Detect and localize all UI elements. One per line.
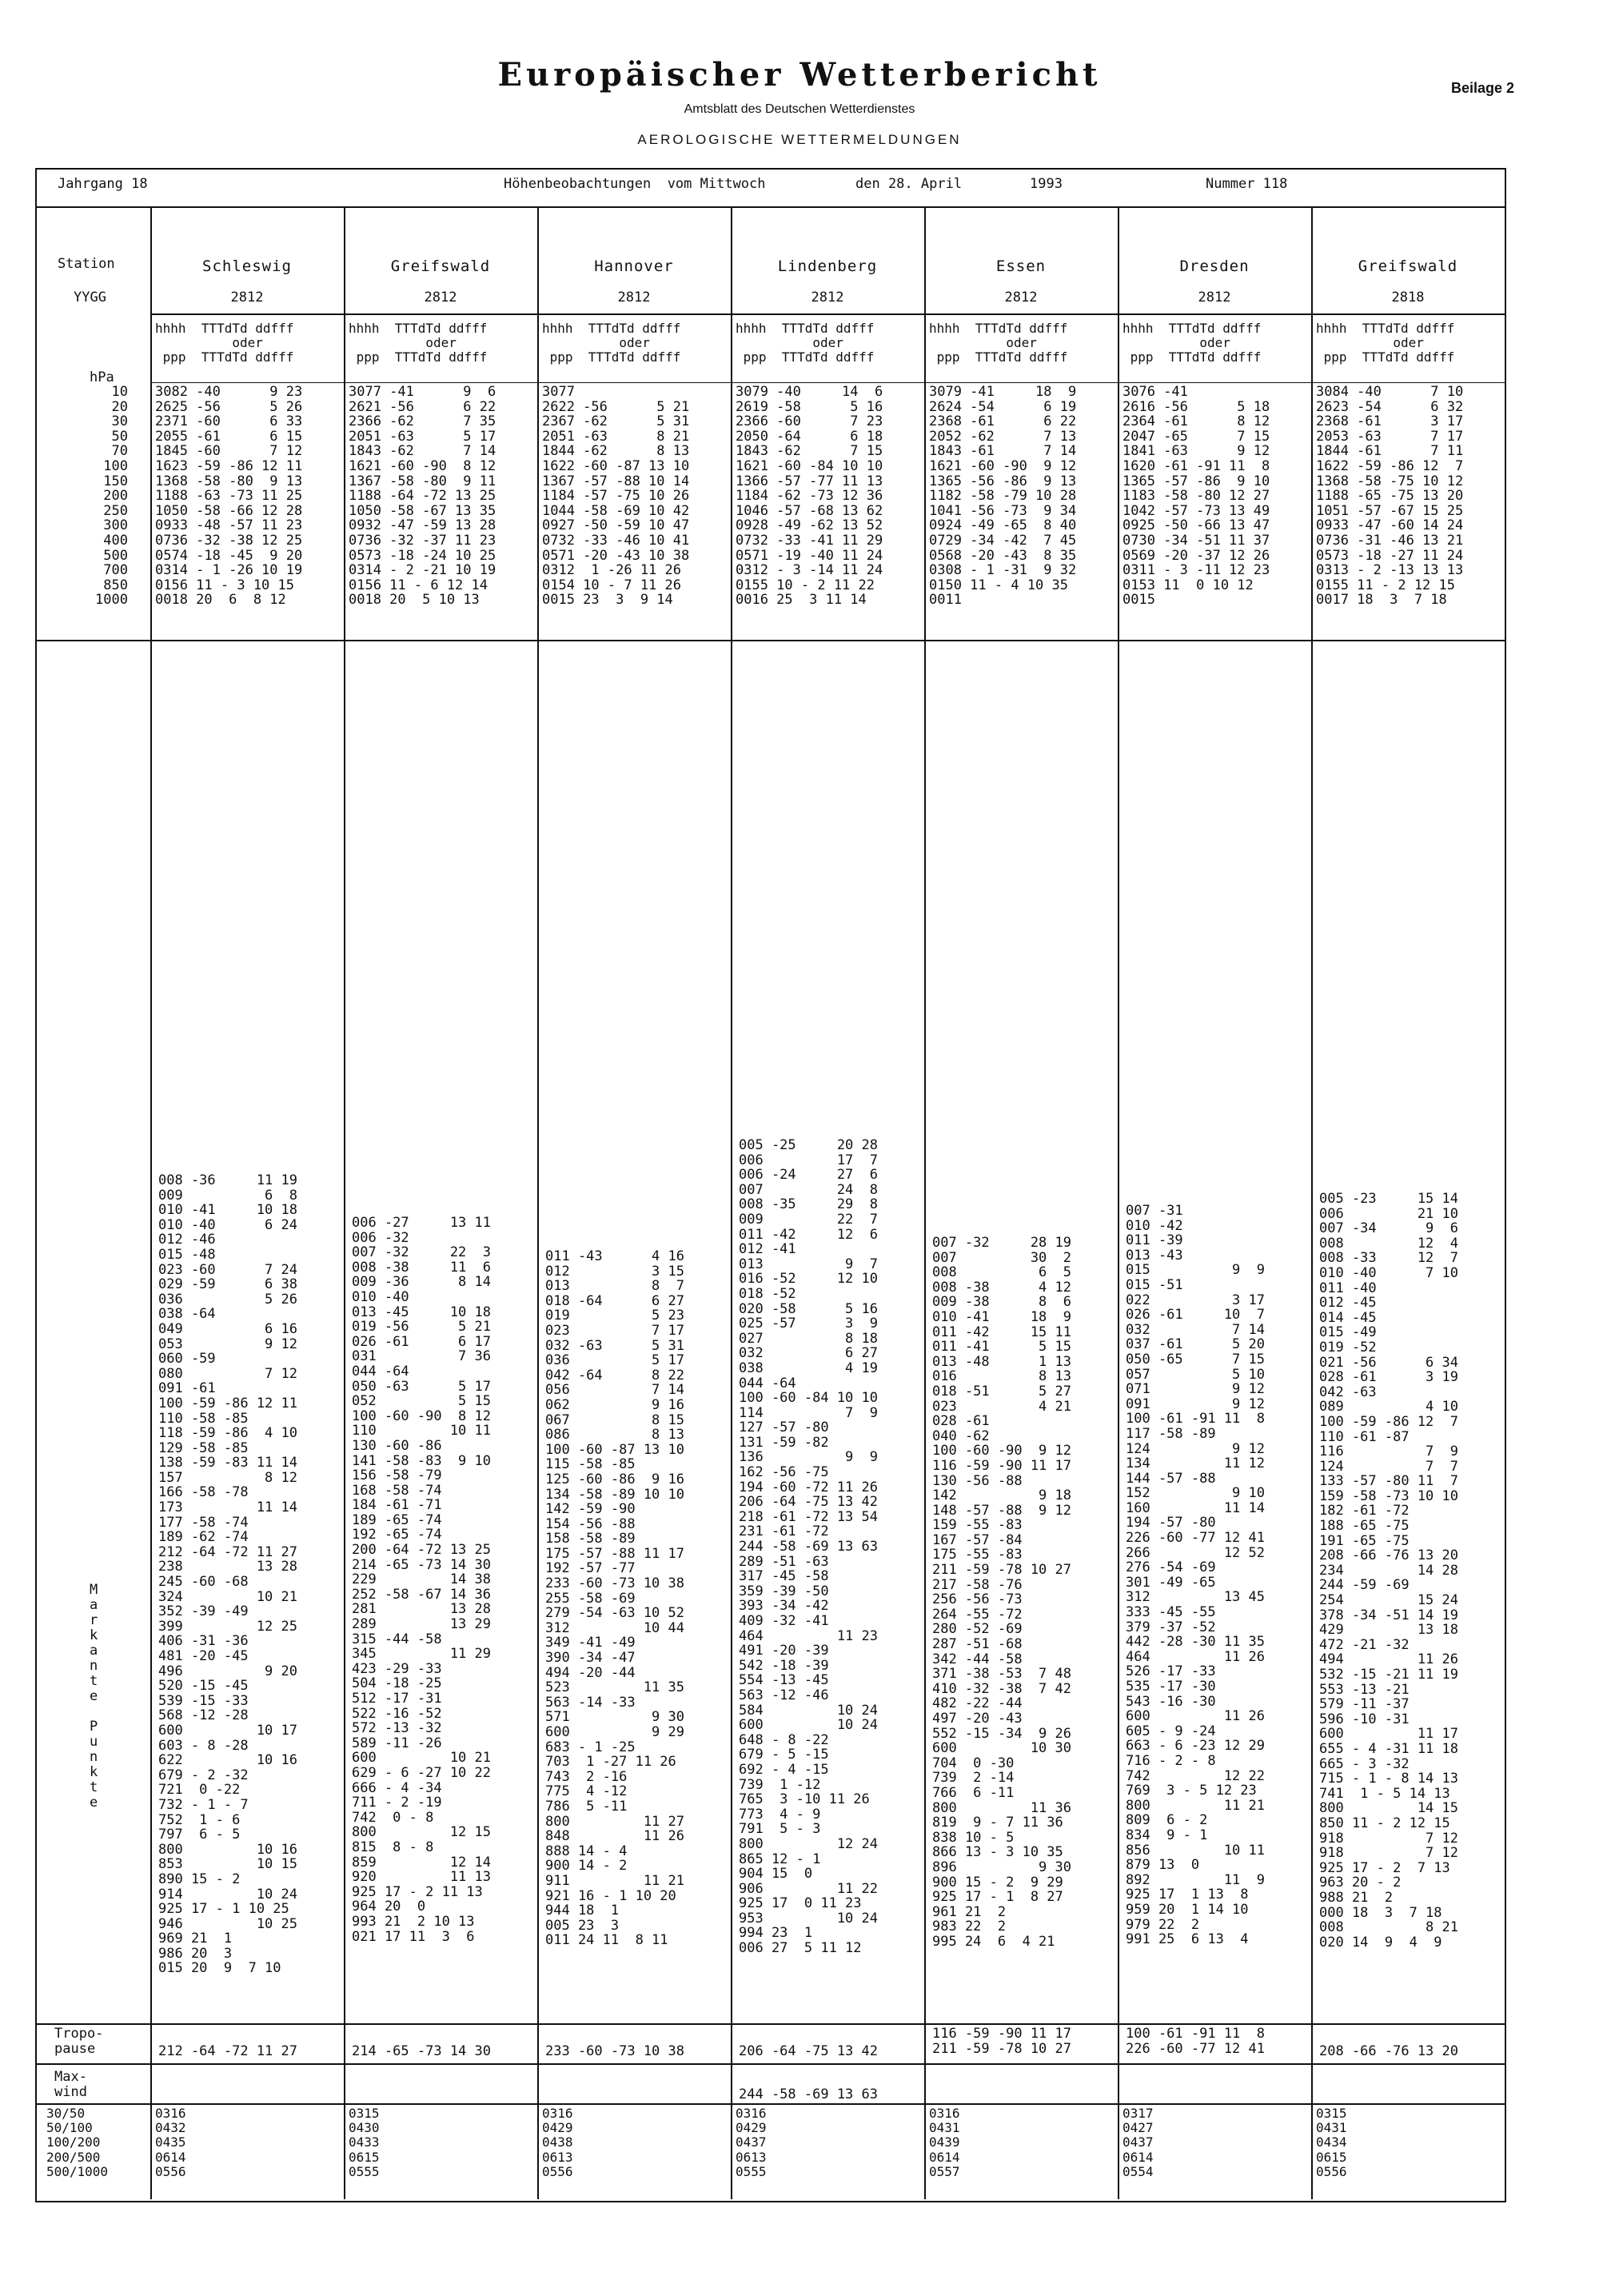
standard-levels-data: 3084 -40 7 10 2623 -54 6 32 2368 -61 3 17 2053 -63 7 17 1844 -61 7 11 1622 -59 -86 12 7 1368 -58 -75 10 12 1188 -65 -75 13 20 1051 -57 -67 15 25 0933 -47 -60 14 24 0736 -31 -46 13 21 0573 -18 -27 11 24 0313 - 2 -13 13 13 0155 11 - 2 12 15 0017 18 3 7 18	[1316, 384, 1464, 609]
tropopause-data: 208 -66 -76 13 20	[1319, 2043, 1458, 2059]
standard-levels-data: 3079 -41 18 9 2624 -54 6 19 2368 -61 6 22 2052 -62 7 13 1843 -61 7 14 1621 -60 -90 9 12 1365 -56 -86 9 13 1182 -58 -79 10 28 1041 -56 -73 9 34 0924 -49 -65 8 40 0729 -34 -42 7 45 0568 -20 -43 8 35 0308 - 1 -31 9 32 0150 11 - 4 10 35 0011	[929, 384, 1077, 609]
station-yygg: 2812	[617, 289, 651, 305]
station-name: Essen	[995, 258, 1047, 275]
report-date: den 28. April	[855, 176, 963, 192]
tropopause-data: 206 -64 -75 13 42	[739, 2043, 878, 2059]
station-name: Lindenberg	[777, 258, 878, 275]
station-name: Greifswald	[390, 258, 491, 275]
shear-layer-labels: 30/50 50/100 100/200 200/500 500/1000	[46, 2106, 109, 2179]
column-divider	[344, 206, 345, 2199]
station-header-divider	[1118, 313, 1311, 315]
significant-points-data: 005 -23 15 14 006 21 10 007 -34 9 6 008 12 4 008 -33 12 7 010 -40 7 10 011 -40 012 -45 014 -45 015 -49 019 -52 021 -56 6 34 028 -61 3 19 042 -63 089 4 10 100 -59 -86 12 7 110 -61 -87 116 7 9 124 7 7 133 -57 -80 11 7 159 -58 -73 10 10 182 -61 -72 188 -65 -75 191 -65 -75 208 -66 -76 13 20 234 14 28 244 -59 -69 254 15 24 378 -34 -51 14 19 429 13 18 472 -21 -32 494 11 26 532 -15 -21 11 19 553 -13 -21 579 -11 -37 596 -10 -31 600 11 17 655 - 4 -31 11 18 665 - 3 -32 715 - 1 - 8 14 13 741 1 - 5 14 13 800 14 15 850 11 - 2 12 15 918 7 12 918 7 12 925 17 - 2 7 13 963 20 - 2 988 21 2 000 18 3 7 18 008 8 21 020 14 9 4 9	[1319, 1191, 1458, 1951]
station-yygg: 2812	[811, 289, 844, 305]
station-header-divider	[731, 313, 924, 315]
observation-label: Höhenbeobachtungen vom Mittwoch	[504, 176, 766, 192]
station-yygg: 2812	[230, 289, 264, 305]
station-name: Dresden	[1179, 258, 1250, 275]
standard-levels-data: 3082 -40 9 23 2625 -56 5 26 2371 -60 6 33 2055 -61 6 15 1845 -60 7 12 1623 -59 -86 12 11 1368 -58 -80 9 13 1188 -63 -73 11 25 1050 -58 -66 12 28 0933 -48 -57 11 23 0736 -32 -38 12 25 0574 -18 -45 9 20 0314 - 1 -26 10 19 0156 11 - 3 10 15 0018 20 6 8 12	[155, 384, 303, 609]
standard-levels-data: 3077 -41 9 6 2621 -56 6 22 2366 -62 7 35 2051 -63 5 17 1843 -62 7 14 1621 -60 -90 8 12 1367 -58 -80 9 11 1188 -64 -72 13 25 1050 -58 -67 13 35 0932 -47 -59 13 28 0736 -32 -37 11 23 0573 -18 -24 10 25 0314 - 2 -21 10 19 0156 11 - 6 12 14 0018 20 5 10 13	[349, 384, 496, 609]
info-row-divider	[35, 206, 1505, 208]
column-header-divider	[924, 382, 1118, 383]
shear-data: 0316 0431 0439 0614 0557	[929, 2106, 960, 2179]
hpa-label: hPa	[90, 369, 114, 385]
column-header-divider	[150, 382, 344, 383]
report-number: Nummer 118	[1206, 176, 1288, 192]
station-name: Hannover	[594, 258, 674, 275]
station-header-divider	[924, 313, 1118, 315]
tropopause-divider	[35, 2063, 1505, 2065]
section-title: AEROLOGISCHE WETTERMELDUNGEN	[637, 132, 962, 147]
significant-points-data: 007 -31 010 -42 011 -39 013 -43 015 9 9 015 -51 022 3 17 026 -61 10 7 032 7 14 037 -61 5 20 050 -65 7 15 057 5 10 071 9 12 091 9 12 100 -61 -91 11 8 117 -58 -89 124 9 12 134 11 12 144 -57 -88 152 9 10 160 11 14 194 -57 -80 226 -60 -77 12 41 266 12 52 276 -54 -69 301 -49 -65 312 13 45 333 -45 -55 379 -37 -52 442 -28 -30 11 35 464 11 26 526 -17 -33 535 -17 -30 543 -16 -30 600 11 26 605 - 9 -24 663 - 6 -23 12 29 716 - 2 - 8 742 12 22 769 3 - 5 12 23 800 11 21 809 6 - 2 834 9 - 1 856 10 11 879 13 0 892 11 9 925 17 1 13 8 959 20 1 14 10 979 22 2 991 25 6 13 4	[1126, 1203, 1265, 1948]
column-divider	[731, 206, 732, 2199]
report-year: 1993	[1030, 176, 1063, 192]
column-header: hhhh TTTdTd ddfff oder ppp TTTdTd ddfff	[929, 321, 1068, 365]
station-label: Station	[58, 256, 115, 272]
significant-points-data: 005 -25 20 28 006 17 7 006 -24 27 6 007 24 8 008 -35 29 8 009 22 7 011 -42 12 6 012 -41 013 9 7 016 -52 12 10 018 -52 020 -58 5 16 025 -57 3 9 027 8 18 032 6 27 038 4 19 044 -64 100 -60 -84 10 10 114 7 9 127 -57 -80 131 -59 -82 136 9 9 162 -56 -75 194 -60 -72 11 26 206 -64 -75 13 42 218 -61 -72 13 54 231 -61 -72 244 -58 -69 13 63 289 -51 -63 317 -45 -58 359 -39 -50 393 -34 -42 409 -32 -41 464 11 23 491 -20 -39 542 -18 -39 554 -13 -45 563 -12 -46 584 10 24 600 10 24 648 - 8 -22 679 - 5 -15 692 - 4 -15 739 1 -12 765 3 -10 11 26 773 4 - 9 791 5 - 3 800 12 24 865 12 - 1 904 15 0 906 11 22 925 17 0 11 23 953 10 24 994 23 1 006 27 5 11 12	[739, 1137, 878, 1957]
column-header: hhhh TTTdTd ddfff oder ppp TTTdTd ddfff	[542, 321, 681, 365]
column-header-divider	[1311, 382, 1505, 383]
column-divider	[537, 206, 539, 2199]
shear-data: 0316 0429 0437 0613 0555	[736, 2106, 767, 2179]
column-header: hhhh TTTdTd ddfff oder ppp TTTdTd ddfff	[1316, 321, 1455, 365]
station-header-divider	[150, 313, 344, 315]
report-title: Europäischer Wetterbericht	[497, 56, 1102, 94]
maxwind-data: 244 -58 -69 13 63	[739, 2086, 878, 2102]
column-divider	[1118, 206, 1119, 2199]
standard-levels-data: 3079 -40 14 6 2619 -58 5 16 2366 -60 7 23 2050 -64 6 18 1843 -62 7 15 1621 -60 -84 10 10 1366 -57 -77 11 13 1184 -62 -73 12 36 1046 -57 -68 13 62 0928 -49 -62 13 52 0732 -33 -41 11 29 0571 -19 -40 11 24 0312 - 3 -14 11 24 0155 10 - 2 11 22 0016 25 3 11 14	[736, 384, 883, 609]
significant-points-data: 006 -27 13 11 006 -32 007 -32 22 3 008 -38 11 6 009 -36 8 14 010 -40 013 -45 10 18 019 -56 5 21 026 -61 6 17 031 7 36 044 -64 050 -63 5 17 052 5 15 100 -60 -90 8 12 110 10 11 130 -60 -86 141 -58 -83 9 10 156 -58 -79 168 -58 -74 184 -61 -71 189 -65 -74 192 -65 -74 200 -64 -72 13 25 214 -65 -73 14 30 229 14 38 252 -58 -67 14 36 281 13 28 289 13 29 315 -44 -58 345 11 29 423 -29 -33 504 -18 -25 512 -17 -31 522 -16 -52 572 -13 -32 589 -11 -26 600 10 21 629 - 6 -27 10 22 666 - 4 -34 711 - 2 -19 742 0 - 8 800 12 15 815 8 - 8 859 12 14 920 11 13 925 17 - 2 11 13 964 20 0 993 21 2 10 13 021 17 11 3 6	[352, 1215, 491, 1945]
column-header: hhhh TTTdTd ddfff oder ppp TTTdTd ddfff	[349, 321, 488, 365]
shear-data: 0315 0431 0434 0615 0556	[1316, 2106, 1347, 2179]
maxwind-divider	[35, 2103, 1505, 2105]
station-yygg: 2818	[1391, 289, 1425, 305]
column-header-divider	[1118, 382, 1311, 383]
station-yygg: 2812	[424, 289, 457, 305]
tropopause-data: 233 -60 -73 10 38	[545, 2043, 684, 2059]
significant-points-data: 007 -32 28 19 007 30 2 008 6 5 008 -38 4 12 009 -38 8 6 010 -41 18 9 011 -42 15 11 011 -41 5 15 013 -48 1 13 016 8 13 018 -51 5 27 023 4 21 028 -61 040 -62 100 -60 -90 9 12 116 -59 -90 11 17 130 -56 -88 142 9 18 148 -57 -88 9 12 159 -55 -83 167 -57 -84 175 -55 -83 211 -59 -78 10 27 217 -58 -76 256 -56 -73 264 -55 -72 280 -52 -69 287 -51 -68 342 -44 -58 371 -38 -53 7 48 410 -32 -38 7 42 482 -22 -44 497 -20 -43 552 -15 -34 9 26 600 10 30 704 0 -30 739 2 -14 766 6 -11 800 11 36 819 9 - 7 11 36 838 10 - 5 866 13 - 3 10 35 896 9 30 900 15 - 2 9 29 925 17 - 1 8 27 961 21 2 983 22 2 995 24 6 4 21	[932, 1235, 1071, 1950]
yygg-label: YYGG	[74, 289, 106, 305]
standard-levels-data: 3077 2622 -56 5 21 2367 -62 5 31 2051 -63 8 21 1844 -62 8 13 1622 -60 -87 13 10 1367 -57 -88 10 14 1184 -57 -75 10 26 1044 -58 -69 10 42 0927 -50 -59 10 47 0732 -33 -46 10 41 0571 -20 -43 10 38 0312 1 -26 11 26 0154 10 - 7 11 26 0015 23 3 9 14	[542, 384, 690, 609]
column-header: hhhh TTTdTd ddfff oder ppp TTTdTd ddfff	[736, 321, 875, 365]
tropopause-data: 212 -64 -72 11 27	[158, 2043, 297, 2059]
station-header-divider	[344, 313, 537, 315]
significant-points-data: 008 -36 11 19 009 6 8 010 -41 10 18 010 -40 6 24 012 -46 015 -48 023 -60 7 24 029 -59 6 38 036 5 26 038 -64 049 6 16 053 9 12 060 -59 080 7 12 091 -61 100 -59 -86 12 11 110 -58 -85 118 -59 -86 4 10 129 -58 -85 138 -59 -83 11 14 157 8 12 166 -58 -78 173 11 14 177 -58 -74 189 -62 -74 212 -64 -72 11 27 238 13 28 245 -60 -68 324 10 21 352 -39 -49 399 12 25 406 -31 -36 481 -20 -45 496 9 20 520 -15 -45 539 -15 -33 568 -12 -28 600 10 17 603 - 8 -28 622 10 16 679 - 2 -32 721 0 -22 732 - 1 - 7 752 1 - 6 797 6 - 5 800 10 16 853 10 15 890 15 - 2 914 10 24 925 17 - 1 10 25 946 10 25 969 21 1 986 20 3 015 20 9 7 10	[158, 1172, 297, 1977]
report-subtitle: Amtsblatt des Deutschen Wetterdienstes	[684, 102, 915, 116]
markante-divider	[35, 2023, 1505, 2025]
tropopause-data: 100 -61 -91 11 8 226 -60 -77 12 41	[1126, 2026, 1265, 2057]
station-name: Greifswald	[1358, 258, 1458, 275]
shear-data: 0315 0430 0433 0615 0555	[349, 2106, 380, 2179]
beilage-label: Beilage 2	[1451, 80, 1515, 96]
column-header: hhhh TTTdTd ddfff oder ppp TTTdTd ddfff	[1122, 321, 1262, 365]
significant-points-data: 011 -43 4 16 012 3 15 013 8 7 018 -64 6 27 019 5 23 023 7 17 032 -63 5 31 036 5 17 042 -64 8 22 056 7 14 062 9 16 067 8 15 086 8 13 100 -60 -87 13 10 115 -58 -85 125 -60 -86 9 16 134 -58 -89 10 10 142 -59 -90 154 -56 -88 158 -58 -89 175 -57 -88 11 17 192 -57 -77 233 -60 -73 10 38 255 -58 -69 279 -54 -63 10 52 312 10 44 349 -41 -49 390 -34 -47 494 -20 -44 523 11 35 563 -14 -33 571 9 30 600 9 29 683 - 1 -25 703 1 -27 11 26 743 2 -16 775 4 -12 786 5 -11 800 11 27 848 11 26 888 14 - 4 900 14 - 2 911 11 21 921 16 - 1 10 20 944 18 1 005 23 3 011 24 11 8 11	[545, 1248, 684, 1949]
tropopause-data: 214 -65 -73 14 30	[352, 2043, 491, 2059]
station-yygg: 2812	[1198, 289, 1231, 305]
pressure-levels: 10 20 30 50 70 100 150 200 250 300 400 500 700 850 1000	[95, 384, 128, 609]
standard-levels-divider	[35, 640, 1505, 641]
shear-data: 0316 0429 0438 0613 0556	[542, 2106, 573, 2179]
station-yygg: 2812	[1004, 289, 1038, 305]
station-name: Schleswig	[202, 258, 292, 275]
shear-data: 0317 0427 0437 0614 0554	[1122, 2106, 1154, 2179]
markante-punkte-label: M a r k a n t e P u n k t e	[90, 1582, 98, 1811]
column-header-divider	[537, 382, 731, 383]
tropopause-data: 116 -59 -90 11 17 211 -59 -78 10 27	[932, 2026, 1071, 2057]
column-header-divider	[344, 382, 537, 383]
column-divider	[924, 206, 926, 2199]
standard-levels-data: 3076 -41 2616 -56 5 18 2364 -61 8 12 2047 -65 7 15 1841 -63 9 12 1620 -61 -91 11 8 1365 -57 -86 9 10 1183 -58 -80 12 27 1042 -57 -73 13 49 0925 -50 -66 13 47 0730 -34 -51 11 37 0569 -20 -37 12 26 0311 - 3 -11 12 23 0153 11 0 10 12 0015	[1122, 384, 1270, 609]
station-header-divider	[1311, 313, 1505, 315]
column-divider	[1311, 206, 1313, 2199]
jahrgang: Jahrgang 18	[58, 176, 148, 192]
shear-data: 0316 0432 0435 0614 0556	[155, 2106, 186, 2179]
column-header: hhhh TTTdTd ddfff oder ppp TTTdTd ddfff	[155, 321, 294, 365]
maxwind-label: Max- wind	[54, 2069, 87, 2100]
column-header-divider	[731, 382, 924, 383]
label-column-divider	[150, 206, 152, 2199]
station-header-divider	[537, 313, 731, 315]
tropopause-label: Tropo- pause	[54, 2026, 104, 2057]
